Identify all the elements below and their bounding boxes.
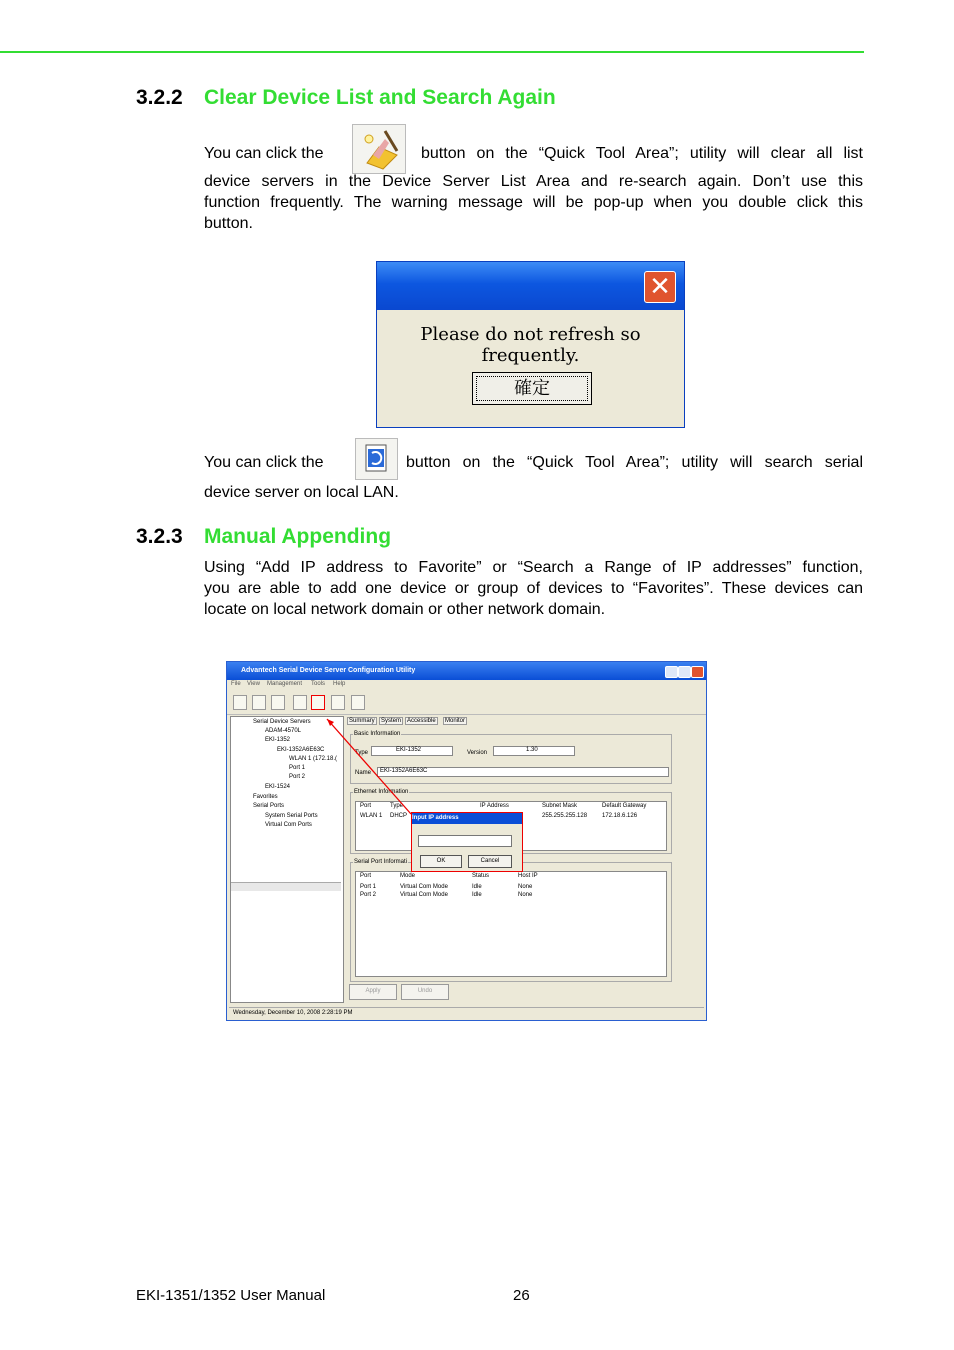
- section-title: Manual Appending: [204, 525, 392, 548]
- menu-tools[interactable]: Tools: [311, 681, 326, 687]
- para-line: button.: [204, 215, 253, 232]
- table-cell: 255.255.255.128: [542, 813, 588, 819]
- table-cell: DHCP: [390, 813, 408, 819]
- name-value: EKI-1352A6E63C: [380, 768, 428, 774]
- tree-item[interactable]: Serial Ports: [253, 803, 285, 809]
- tree-item[interactable]: Port 1: [289, 765, 306, 771]
- para-line: Using “Add IP address to Favorite” or “Search a Range of IP addresses” function,: [204, 559, 863, 576]
- col-header: Port: [360, 873, 372, 879]
- col-header: Host IP: [518, 873, 538, 879]
- menu-view[interactable]: View: [247, 681, 260, 687]
- utility-screenshot: [226, 661, 707, 1021]
- tree-item[interactable]: Favorites: [253, 794, 278, 800]
- tree-item[interactable]: Port 2: [289, 774, 306, 780]
- table-cell: None: [518, 892, 533, 898]
- table-cell: Idle: [472, 892, 482, 898]
- dialog-title: Input IP address: [412, 813, 522, 824]
- table-cell: None: [518, 884, 533, 890]
- para-line: device servers in the Device Server List Area and re-search again. Don’t use this: [204, 173, 863, 190]
- para-line: device server on local LAN.: [204, 484, 399, 501]
- group-label: Ethernet Information: [354, 789, 409, 795]
- table-cell: 172.18.6.126: [602, 813, 638, 819]
- ok-button[interactable]: OK: [420, 855, 462, 868]
- table-cell: Virtual Com Mode: [400, 884, 448, 890]
- menu-help[interactable]: Help: [333, 681, 346, 687]
- type-value: EKI-1352: [396, 747, 422, 753]
- tree-item[interactable]: EKI-1352: [265, 737, 291, 743]
- app-title: Advantech Serial Device Server Configuration Utility: [241, 667, 416, 674]
- col-header: Mode: [400, 873, 416, 879]
- tab-summary[interactable]: Summary: [349, 718, 375, 724]
- version-value: 1.30: [526, 747, 538, 753]
- menu-file[interactable]: File: [231, 681, 241, 687]
- col-header: Port: [360, 803, 372, 809]
- col-header: Type: [390, 803, 404, 809]
- clear-search-icon: [352, 124, 406, 174]
- footer-manual-title: EKI-1351/1352 User Manual: [136, 1287, 326, 1304]
- tree-item[interactable]: EKI-1352A6E63C: [277, 747, 325, 753]
- group-label: Serial Port Informati: [354, 859, 408, 865]
- col-header: IP Address: [480, 803, 509, 809]
- search-para-line1: [204, 454, 863, 476]
- type-label: Type: [355, 750, 369, 756]
- callout-arrow: [227, 662, 707, 1021]
- para-text: button on the “Quick Tool Area”; utility will search serial: [406, 454, 863, 471]
- para-line: you are able to add one device or group of devices to “Favorites”. These devices can: [204, 580, 863, 597]
- tree-item[interactable]: WLAN 1 (172.18.(: [289, 756, 338, 762]
- undo-button[interactable]: Undo: [401, 984, 449, 1000]
- dialog-titlebar: [377, 262, 684, 310]
- table-cell: WLAN 1: [360, 813, 383, 819]
- tree-item[interactable]: System Serial Ports: [265, 813, 318, 819]
- close-icon[interactable]: ✕: [644, 271, 676, 303]
- para-text: button on the “Quick Tool Area”; utility will clear all list: [421, 145, 863, 162]
- col-header: Status: [472, 873, 490, 879]
- tree-item[interactable]: Virtual Com Ports: [265, 822, 312, 828]
- cancel-button[interactable]: Cancel: [468, 855, 512, 868]
- menu-management[interactable]: Management: [267, 681, 303, 687]
- search-refresh-icon: [355, 438, 398, 480]
- para-text: You can click the: [204, 145, 324, 162]
- tab-accessible[interactable]: Accessible: [407, 718, 436, 724]
- para-line: locate on local network domain or other network domain.: [204, 601, 606, 618]
- ok-button[interactable]: 確定: [472, 372, 592, 405]
- tab-system[interactable]: System: [381, 718, 402, 724]
- section-title: Clear Device List and Search Again: [204, 86, 556, 109]
- table-cell: Port 2: [360, 892, 377, 898]
- tree-item[interactable]: EKI-1524: [265, 784, 291, 790]
- clear-para-line1: [204, 145, 863, 167]
- dialog-message: Please do not refresh so frequently.: [420, 324, 641, 366]
- section-number: 3.2.3: [136, 525, 183, 548]
- apply-button[interactable]: Apply: [349, 984, 397, 1000]
- col-header: Subnet Mask: [542, 803, 578, 809]
- tree-item[interactable]: ADAM-4570L: [265, 728, 302, 734]
- para-line: function frequently. The warning message will be pop-up when you double click this: [204, 194, 863, 211]
- name-label: Name: [355, 770, 372, 776]
- table-cell: Idle: [472, 884, 482, 890]
- table-cell: Virtual Com Mode: [400, 892, 448, 898]
- tab-monitor[interactable]: Monitor: [445, 718, 466, 724]
- col-header: Default Gateway: [602, 803, 647, 809]
- tree-item[interactable]: Serial Device Servers: [253, 719, 311, 725]
- status-bar: [229, 1007, 704, 1019]
- search-para-rest: [204, 482, 863, 503]
- para-text: You can click the: [204, 454, 324, 471]
- table-cell: Port 1: [360, 884, 377, 890]
- manual-append-para: [204, 557, 863, 620]
- page-number: 26: [513, 1287, 530, 1304]
- group-label: Basic Information: [354, 731, 401, 737]
- status-text: Wednesday, December 10, 2008 2:28:19 PM: [233, 1010, 353, 1016]
- section-number: 3.2.2: [136, 86, 183, 109]
- header-rule: [0, 51, 864, 53]
- version-label: Version: [467, 750, 488, 756]
- warning-dialog: [376, 261, 685, 428]
- clear-para-rest: [204, 171, 863, 234]
